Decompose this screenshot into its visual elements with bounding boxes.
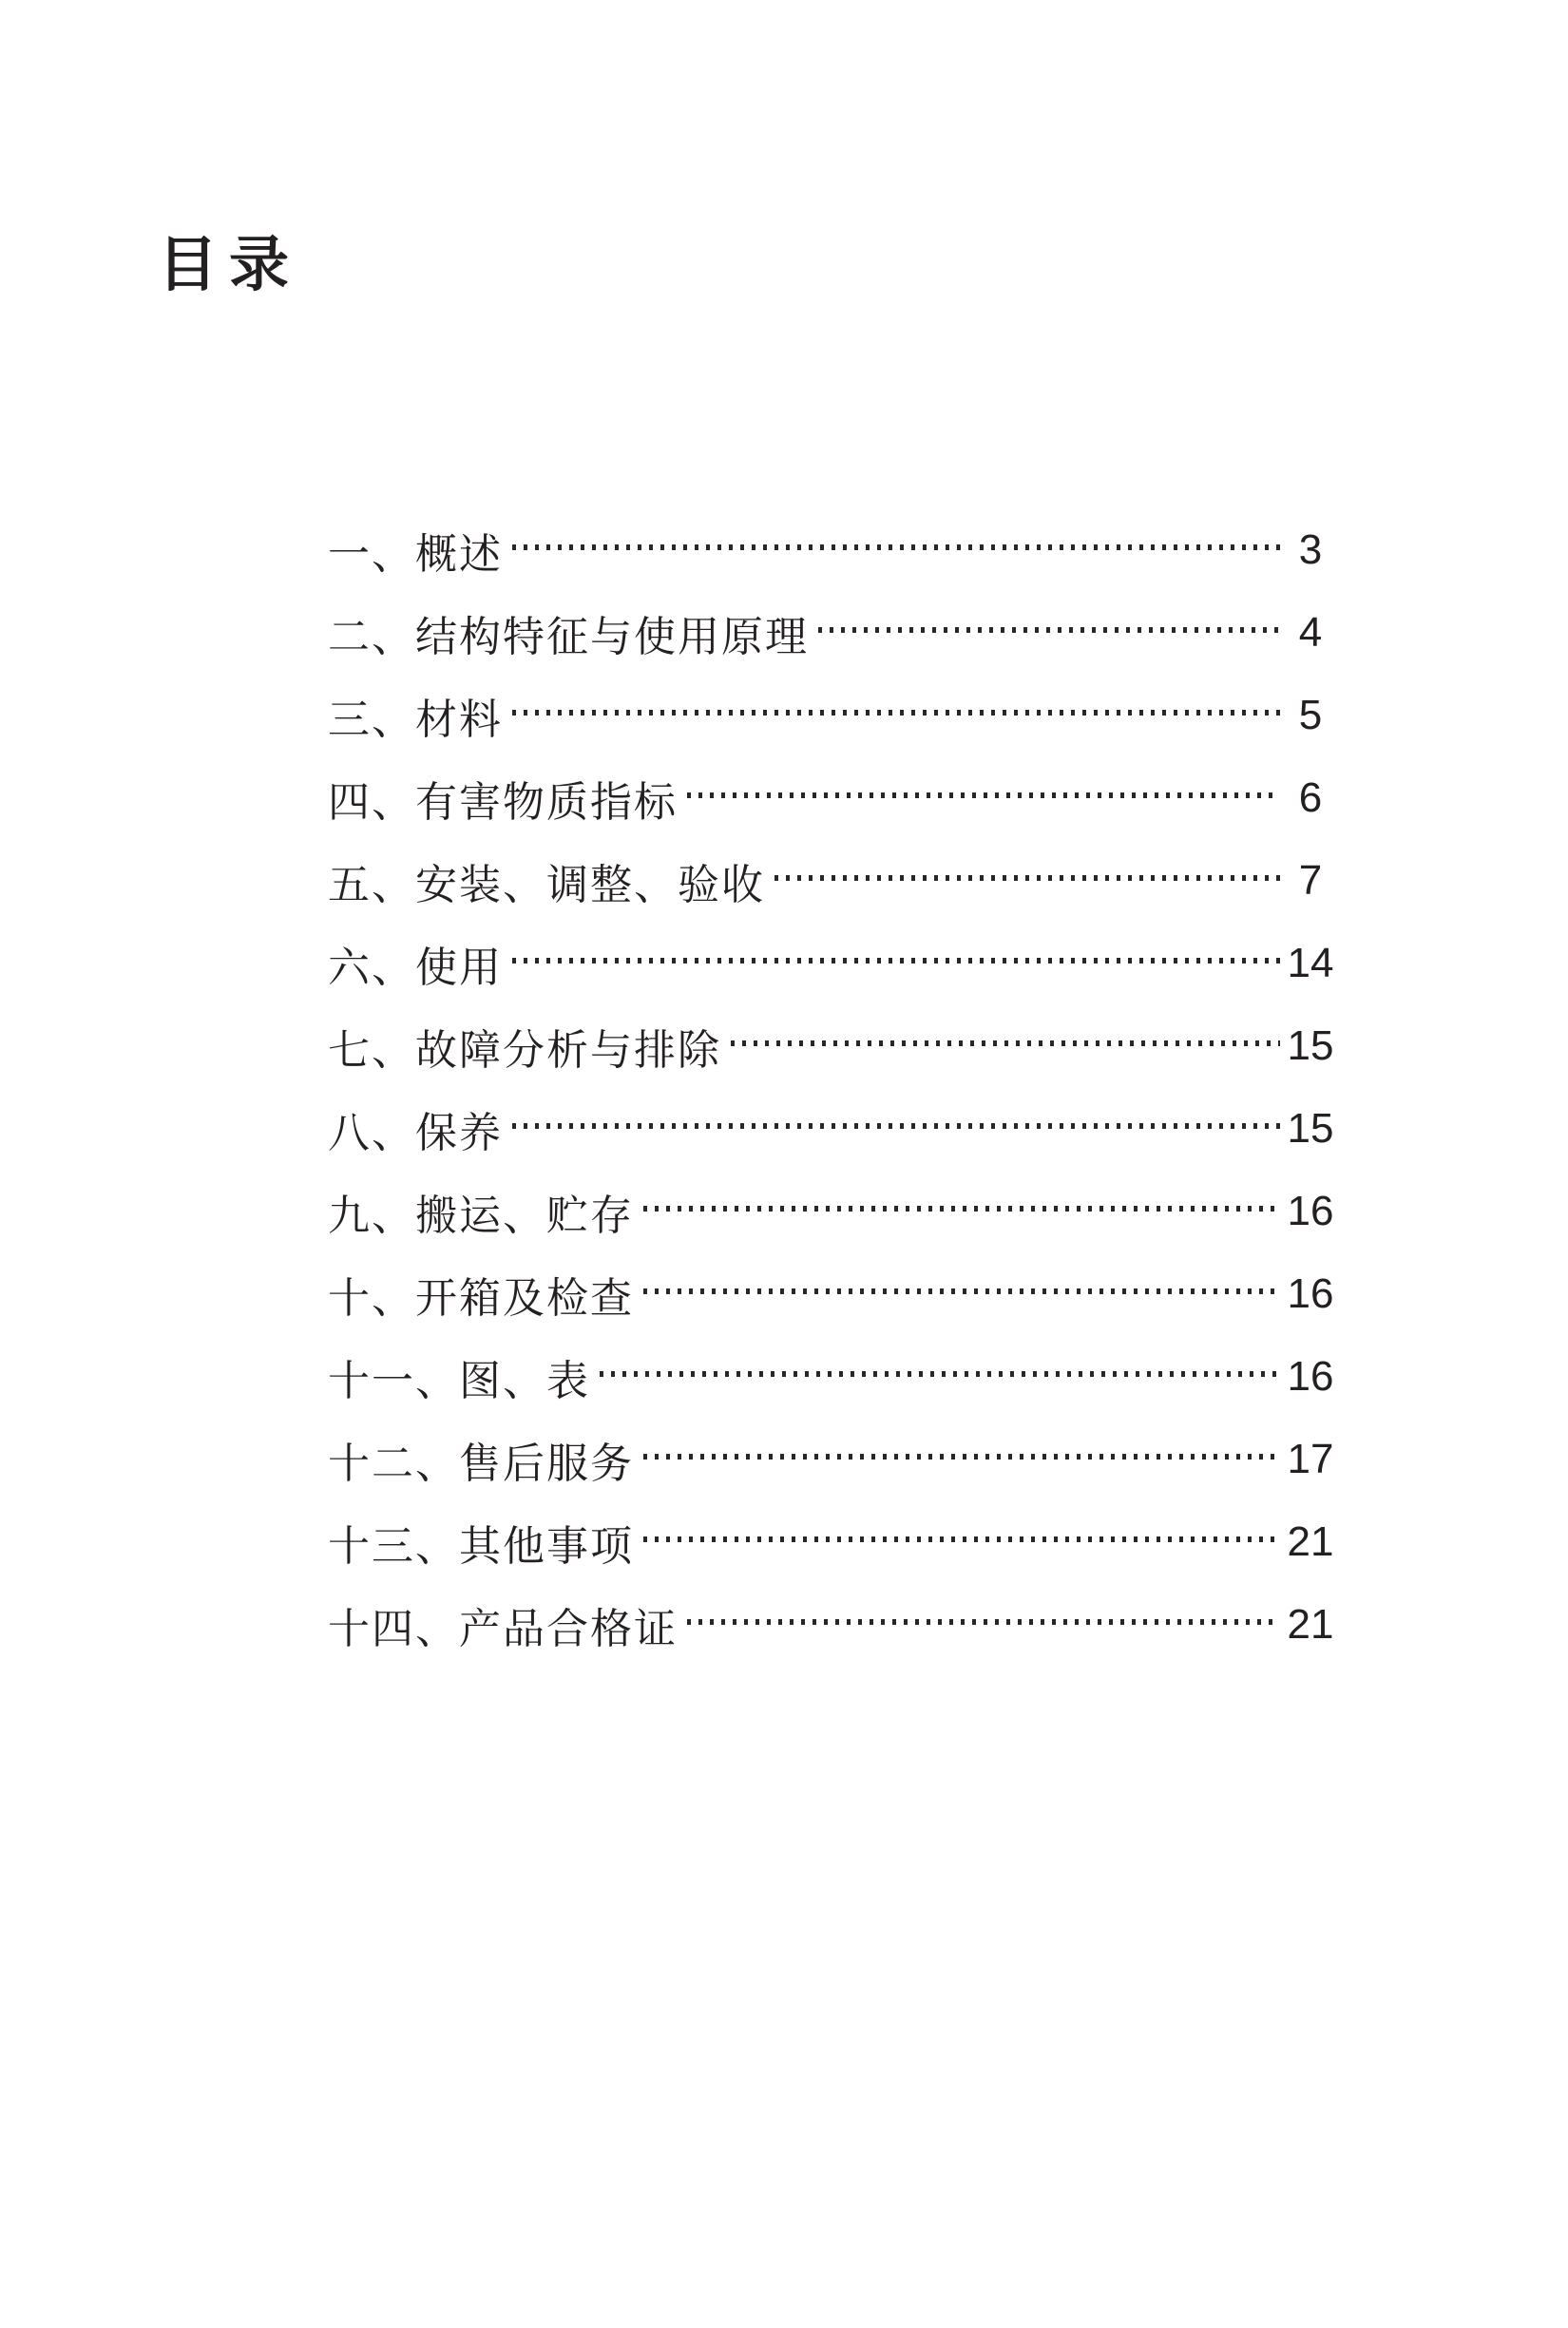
dot-leader (818, 627, 1280, 633)
dot-leader (600, 1371, 1280, 1377)
page-number: 16 (1287, 1352, 1334, 1400)
dot-leader (643, 1536, 1280, 1542)
dot-leader (512, 958, 1280, 964)
dot-leader (687, 792, 1280, 798)
page-number: 15 (1287, 1021, 1334, 1069)
toc-entry (328, 508, 1337, 591)
toc-entry-label: 七、故障分析与排除 (328, 1026, 721, 1074)
toc-entry-label: 十四、产品合格证 (328, 1605, 678, 1652)
toc-entry (328, 1252, 1337, 1335)
page-number: 21 (1287, 1517, 1334, 1565)
toc-entry (328, 922, 1337, 1004)
toc-entry (328, 839, 1337, 922)
toc-entry (328, 1418, 1337, 1500)
toc-entry-label: 十二、售后服务 (328, 1440, 634, 1487)
toc-entry (328, 674, 1337, 756)
page-number: 7 (1298, 856, 1323, 904)
toc-entry (328, 591, 1337, 674)
page-title: 目录 (158, 232, 300, 298)
dot-leader (512, 544, 1280, 550)
page-number: 15 (1287, 1104, 1334, 1152)
toc-entry (328, 1087, 1337, 1170)
toc-entry-label: 八、保养 (328, 1109, 503, 1156)
toc-entry-label: 四、有害物质指标 (328, 778, 678, 826)
page-number: 14 (1287, 939, 1334, 986)
toc-entry-label: 十、开箱及检查 (328, 1274, 634, 1322)
toc-entry-label: 二、结构特征与使用原理 (328, 613, 809, 660)
dot-leader (731, 1040, 1280, 1046)
toc-entry-label: 十一、图、表 (328, 1357, 590, 1404)
toc-entry (328, 1170, 1337, 1252)
toc-entry-label: 五、安装、调整、验收 (328, 861, 765, 908)
toc-list (328, 508, 1337, 1666)
page-number: 3 (1298, 525, 1323, 573)
page-number: 16 (1287, 1187, 1334, 1234)
dot-leader (512, 710, 1280, 716)
page-number: 4 (1298, 608, 1323, 656)
page-number: 16 (1287, 1269, 1334, 1317)
dot-leader (643, 1454, 1280, 1460)
toc-entry (328, 1583, 1337, 1666)
toc-entry-label: 六、使用 (328, 944, 503, 991)
dot-leader (643, 1288, 1280, 1294)
page-number: 5 (1298, 691, 1323, 738)
toc-entry (328, 1500, 1337, 1583)
toc-entry (328, 756, 1337, 839)
toc-entry-label: 三、材料 (328, 696, 503, 743)
dot-leader (512, 1123, 1280, 1129)
toc-entry (328, 1004, 1337, 1087)
page-number: 17 (1287, 1435, 1334, 1482)
toc-entry-label: 十三、其他事项 (328, 1522, 634, 1570)
page-number: 6 (1298, 773, 1323, 821)
dot-leader (687, 1619, 1280, 1625)
toc-entry-label: 一、概述 (328, 530, 503, 578)
dot-leader (643, 1206, 1280, 1212)
toc-entry-label: 九、搬运、贮存 (328, 1192, 634, 1239)
page-number: 21 (1287, 1600, 1334, 1648)
toc-entry (328, 1335, 1337, 1418)
dot-leader (774, 875, 1280, 881)
